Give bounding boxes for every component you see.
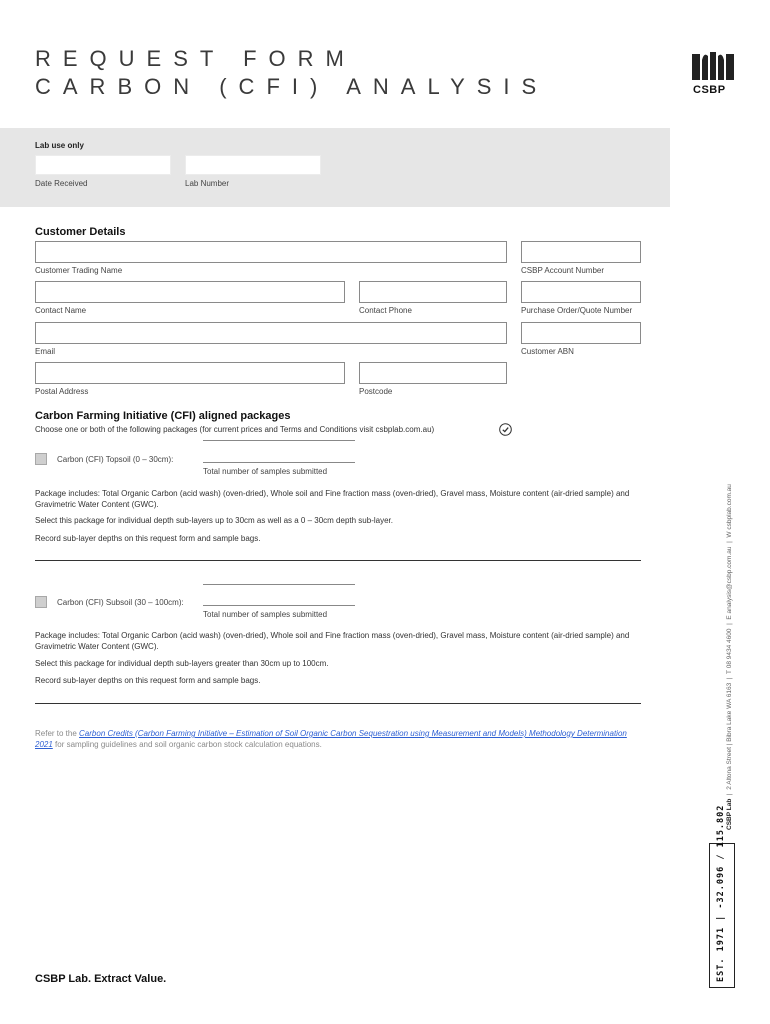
lab-use-heading: Lab use only: [35, 141, 84, 150]
topsoil-depth-note: Select this package for individual depth sub-layers up to 30cm as well as a 0 – 30cm depth sub-layer.: [35, 516, 393, 525]
purchase-order-field[interactable]: [521, 281, 641, 303]
postal-address-field[interactable]: [35, 362, 345, 384]
topsoil-package-label: Carbon (CFI) Topsoil (0 – 30cm):: [57, 455, 174, 464]
logo-text: CSBP: [693, 84, 726, 96]
customer-trading-name-field[interactable]: [35, 241, 507, 263]
sidebar-address: 2 Altona Street | Bibra Lake WA 6163: [726, 682, 733, 790]
csbp-account-number-label: CSBP Account Number: [521, 266, 605, 275]
reference-suffix: for sampling guidelines and soil organic carbon stock calculation equations.: [52, 739, 322, 749]
topsoil-record-note: Record sub-layer depths on this request form and sample bags.: [35, 534, 261, 543]
subsoil-description: Package includes: Total Organic Carbon (acid wash) (oven-dried), Whole soil and Fine fraction mass (oven-dried), Gravel mass, Moisture content (air-dried sample) and Gravimetric Water Content (GWC).: [35, 631, 630, 651]
subsoil-record-note: Record sub-layer depths on this request form and sample bags.: [35, 676, 261, 685]
sidebar-contact-info: CSBP Lab | 2 Altona Street | Bibra Lake WA 6163 | T 08 9434 4600 | E analysis@csbp.com.au | W csbplab.com.au: [726, 484, 733, 830]
contact-phone-label: Contact Phone: [359, 306, 412, 315]
topsoil-top-line: [203, 440, 355, 441]
contact-phone-field[interactable]: [359, 281, 507, 303]
email-label: Email: [35, 347, 56, 356]
subsoil-depth-note: Select this package for individual depth sub-layers greater than 30cm up to 100cm.: [35, 659, 329, 668]
topsoil-samples-input-line[interactable]: [203, 462, 355, 463]
contact-name-label: Contact Name: [35, 306, 87, 315]
contact-name-field[interactable]: [35, 281, 345, 303]
date-received-label: Date Received: [35, 179, 88, 188]
section-divider: [35, 560, 641, 561]
est-badge-text: EST. 1971 | -32.096 / 115.802: [716, 804, 726, 982]
subsoil-samples-input-line[interactable]: [203, 605, 355, 606]
date-received-field[interactable]: [35, 155, 171, 175]
sidebar-email: E analysis@csbp.com.au: [726, 546, 733, 620]
email-field[interactable]: [35, 322, 507, 344]
postcode-field[interactable]: [359, 362, 507, 384]
customer-trading-name-label: Customer Trading Name: [35, 266, 123, 275]
customer-abn-label: Customer ABN: [521, 347, 574, 356]
reference-note: [35, 729, 640, 750]
subsoil-package-label: Carbon (CFI) Subsoil (30 – 100cm):: [57, 598, 184, 607]
title-line-1: REQUEST FORM: [35, 46, 356, 71]
section-divider: [35, 703, 641, 704]
lab-number-label: Lab Number: [185, 179, 230, 188]
cfi-packages-heading: Carbon Farming Initiative (CFI) aligned packages: [35, 410, 291, 422]
check-circle-icon: [499, 423, 512, 436]
topsoil-samples-label: Total number of samples submitted: [203, 467, 328, 476]
title-line-2: CARBON (CFI) ANALYSIS: [35, 74, 549, 99]
subsoil-samples-label: Total number of samples submitted: [203, 610, 328, 619]
topsoil-checkbox[interactable]: [35, 453, 47, 465]
reference-prefix: Refer to the: [35, 729, 80, 738]
methodology-determination-link[interactable]: Carbon Credits (Carbon Farming Initiative – Estimation of Soil Organic Carbon Sequestration using Measurement and Models) Methodology Determination 2021: [35, 729, 627, 749]
sidebar-lab-name: CSBP Lab: [726, 798, 733, 830]
packages-intro-text: Choose one or both of the following packages (for current prices and Terms and Conditions visit csbplab.com.au): [35, 425, 435, 434]
topsoil-description: Package includes: Total Organic Carbon (acid wash) (oven-dried), Whole soil and Fine fraction mass (oven-dried), Gravel mass, Moisture content (air-dried sample) and Gravimetric Water Content (GWC).: [35, 489, 630, 509]
customer-details-heading: Customer Details: [35, 226, 126, 238]
postcode-label: Postcode: [359, 387, 393, 396]
subsoil-checkbox[interactable]: [35, 596, 47, 608]
lab-number-field[interactable]: [185, 155, 321, 175]
sidebar-web: W csbplab.com.au: [726, 484, 733, 538]
purchase-order-label: Purchase Order/Quote Number: [521, 306, 633, 315]
footer-tagline: CSBP Lab. Extract Value.: [35, 973, 167, 985]
customer-abn-field[interactable]: [521, 322, 641, 344]
subsoil-top-line: [203, 584, 355, 585]
sidebar-phone: T 08 9434 4600: [726, 628, 733, 674]
csbp-account-number-field[interactable]: [521, 241, 641, 263]
postal-address-label: Postal Address: [35, 387, 89, 396]
